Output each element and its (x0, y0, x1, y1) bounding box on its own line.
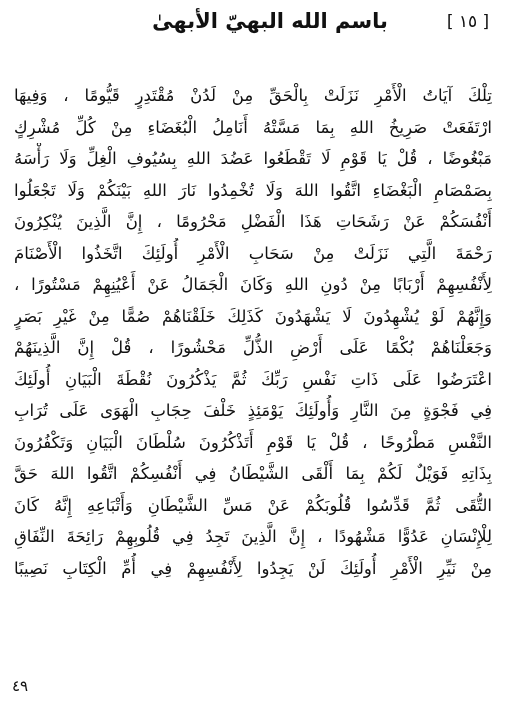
text-line: مَبْغُوضًا ، قُلْ يَا قَوْمِ لَا تَقْطَعُوا عَضُدَ اللهِ بِسُيُوفِ الْغِلِّ وَلَا رَأْسَهُ (14, 149, 492, 168)
text-line: وَإِنَّهُمْ لَوْ يُشْهِدُونَ لَا يَشْهَدُونَ كَذَلِكَ خَلَقْنَاهُمْ صُمًّا مِنْ غَيْرِ بَصَرٍ (14, 306, 492, 326)
text-line: فِي فَجْوَةٍ مِنَ النَّارِ وَأُولَئِكَ يَوْمَئِذٍ خَلْفَ حِجَابِ الْهَوَى عَلَى تُرَابِ (14, 401, 492, 420)
page-number: ٤٩ (12, 677, 29, 695)
text-line: ارْتَفَعَتْ صَرِيخُ اللهِ بِمَا مَسَّتْهُ أَنَامِلُ الْبُغَضَاءِ مِنْ كُلِّ مُشْرِكٍ (14, 117, 492, 137)
text-line: لِأَنْفُسِهِمْ أَرْبَابًا مِنْ دُونِ اللهِ وَكَانَ الْجَمَالُ عَنْ أَعْيُنِهِمْ مَسْتُورًا ، (14, 275, 492, 294)
tablet-number: [ ١٥ ] (446, 12, 490, 32)
page-title: باسم الله البهيّ الأبهىٰ (152, 9, 388, 33)
tablet-body (14, 80, 492, 584)
text-line: بِذَاتِهِ فَوَيْلٌ لَكُمْ بِمَا أَلْقَى الشَّيْطَانُ فِي أَنْفُسِكُمْ اتَّقُوا اللهَ حَقَّ (14, 464, 492, 483)
text-line: تِلْكَ آيَاتُ الْأَمْرِ نَزَلَتْ بِالْحَقِّ مِنْ لَدُنْ مُقْتَدِرٍ قَيُّومًا ، وَفِيهَا (14, 86, 492, 105)
text-line: أَنْفُسَكُمْ عَنْ رَشَحَاتِ هَذَا الْفَضْلِ مَحْرُومًا ، إِنَّ الَّذِينَ يُنْكِرُونَ (14, 212, 492, 231)
text-line: التُّقَى ثُمَّ قَدِّسُوا قُلُوبَكُمْ عَنْ مَسِّ الشَّيْطَانِ وَأَتْبَاعِهِ إِنَّهُ كَانَ (14, 495, 492, 515)
text-line: بِصَمْصَامِ الْبَغْضَاءِ اتَّقُوا اللهَ وَلَا تُخْمِدُوا نَارَ اللهِ بَيْنَكُمْ وَلَا تَجْعَلُوا (14, 180, 492, 200)
text-line: لِلْإِنْسَانِ عَدُوًّا مَشْهُودًا ، إِنَّ الَّذِينَ تَجِدُ فِي قُلُوبِهِمْ رَائِحَةَ النِّفَاقِ (14, 527, 492, 546)
text-line: وَجَعَلْنَاهُمْ بُكْمًا عَلَى أَرْضِ الذُّلِّ مَحْشُورًا ، قُلْ إِنَّ الَّذِينَهُمْ (14, 338, 492, 357)
text-line: رَحْمَةَ الَّتِي نَزَلَتْ مِنْ سَحَابِ الْأَمْرِ أُولَئِكَ اتَّخَذُوا الْأَصْنَامَ (14, 243, 492, 263)
text-line: النَّفْسِ مَطْرُوحًا ، قُلْ يَا قَوْمِ أَتَذْكُرُونَ سُلْطَانَ الْبَيَانِ وَتَكْفُرُونَ (14, 432, 492, 452)
text-line: اعْتَرَضُوا عَلَى ذَاتِ نَفْسِ رَبِّكَ ثُمَّ يَذْكُرُونَ نُقْطَةَ الْبَيَانِ أُولَئِكَ (14, 369, 492, 389)
text-line: مِنْ نَيِّرِ الْأَمْرِ أُولَئِكَ لَنْ يَجِدُوا لِأَنْفُسِهِمْ فِي أُمِّ الْكِتَابِ نَصِيبًا (14, 558, 492, 578)
